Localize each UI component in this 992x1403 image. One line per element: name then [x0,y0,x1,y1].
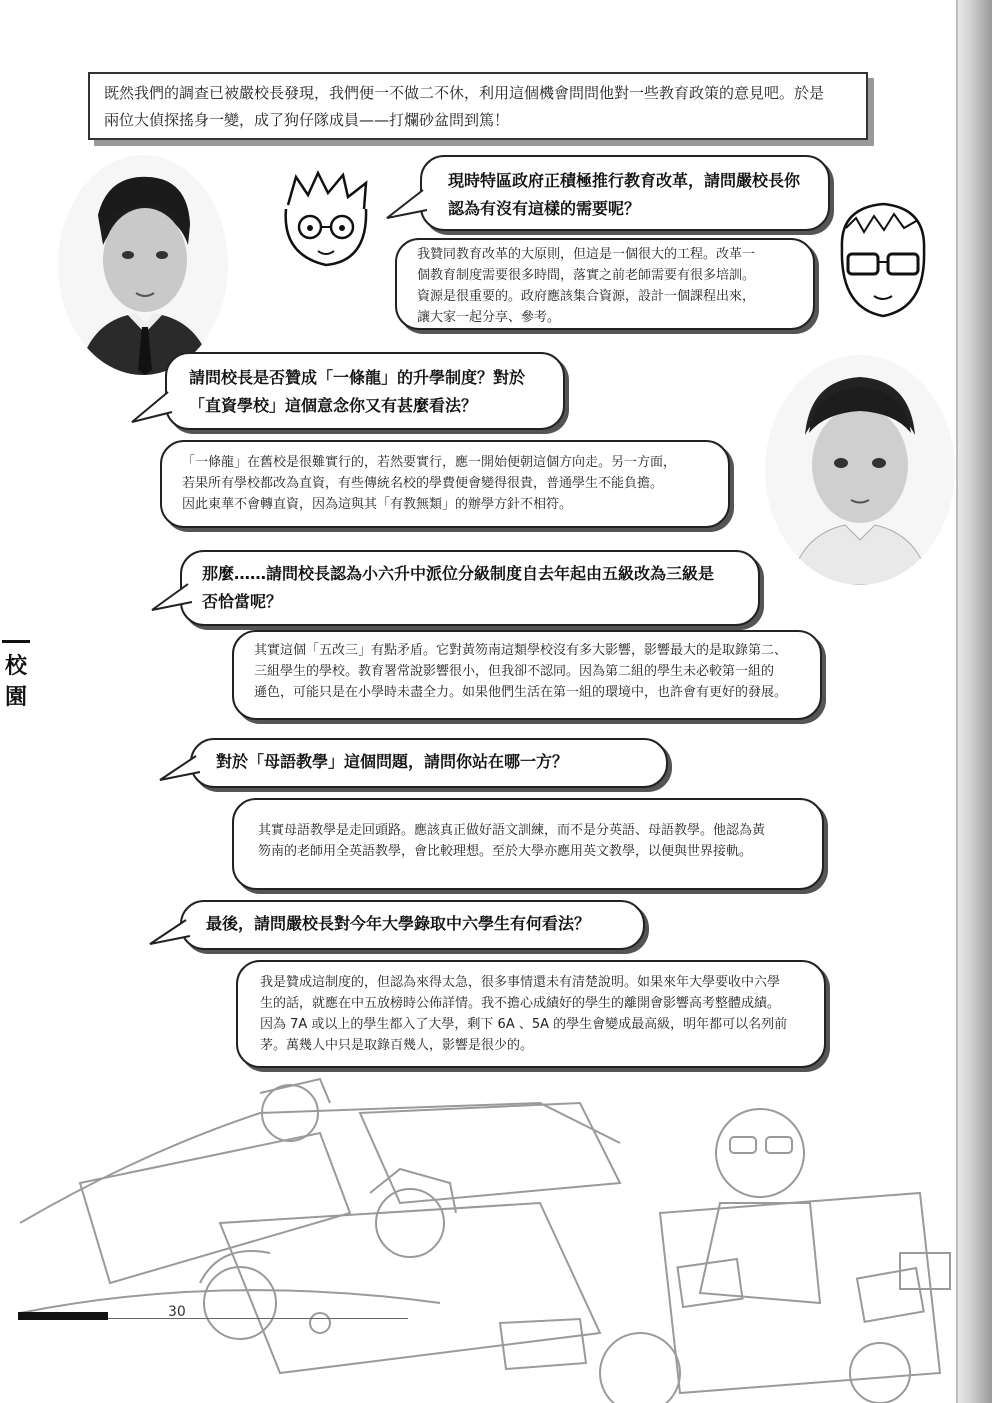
bubble-tail [385,188,435,228]
footer-rule [108,1318,408,1319]
page-number: 30 [168,1304,186,1320]
page-edge [958,0,992,1403]
answer-5-line-4: 茅。萬幾人中只是取錄百幾人，影響是很少的。 [260,1038,534,1053]
answer-5-line-3: 因為 7A 或以上的學生都入了大學，剩下 6A 、5A 的學生會變成最高級，明年都可以名列前 [260,1017,788,1032]
answer-3-line-3: 遜色，可能只是在小學時未盡全力。如果他們生活在第一組的環境中，也許會有更好的發展。 [254,685,788,700]
question-2-line-2: 「直資學校」這個意念你又有甚麼看法？ [189,396,478,415]
answer-2-line-1: 「一條龍」在舊校是很難實行的，若然要實行，應一開始便朝這個方向走。另一方面， [182,455,677,470]
question-3-line-1: 那麼……請問校長認為小六升中派位分級制度自去年起由五級改為三級是 [202,564,715,583]
question-bubble-4 [190,738,668,788]
question-5-line-1: 最後，請問嚴校長對今年大學錄取中六學生有何看法？ [206,914,591,933]
bubble-tail [146,916,196,956]
intro-line-2: 兩位大偵探搖身一變，成了狗仔隊成員——打爛砂盆問到篤！ [104,111,510,129]
answer-4-line-2: 笏南的老師用全英語教學，會比較理想。至於大學亦應用英文教學，以便與世界接軌。 [258,844,753,859]
student-photo-shirt [765,355,955,585]
question-2-line-1: 請問校長是否贊成「一條龍」的升學制度？對於 [189,368,526,387]
answer-bubble-5 [236,960,826,1068]
question-3-line-2: 否恰當呢？ [202,592,283,611]
footer-bar [18,1312,108,1320]
bubble-tail [128,388,178,428]
answer-1-line-4: 讓大家一起分享、參考。 [417,310,561,325]
question-bubble-3 [180,550,760,626]
answer-1-line-3: 資源是很重要的。政府應該集合資源，設計一個課程出來， [417,289,756,304]
bubble-tail [148,580,198,620]
answer-5-line-2: 生的話，就應在中五放榜時公佈詳情。我不擔心成績好的學生的離開會影響高考整體成績。 [260,996,781,1011]
section-side-label: 校園 [2,640,30,711]
answer-2-line-2: 若果所有學校都改為直資，有些傳統名校的學費便會變得很貴，普通學生不能負擔。 [182,476,664,491]
intro-box [88,72,868,140]
answer-bubble-1 [395,238,815,330]
answer-bubble-3 [232,630,822,720]
cartoon-detective-glasses-icon [268,165,388,275]
bubble-tail [156,752,206,792]
answer-1-line-2: 個教育制度需要很多時間，落實之前老師需要有很多培訓。 [417,268,756,283]
student-photo-suit [58,155,228,375]
answer-1-line-1: 我贊同教育改革的大原則，但這是一個很大的工程。改革一 [417,247,756,262]
question-bubble-1 [420,155,830,231]
question-bubble-5 [180,900,645,950]
answer-5-line-1: 我是贊成這制度的，但認為來得太急，很多事情還未有清楚說明。如果來年大學要收中六學 [260,975,781,990]
answer-bubble-2 [160,440,730,528]
question-4-line-1: 對於「母語教學」這個問題，請問你站在哪一方？ [216,752,569,771]
classroom-sketch-illustration [20,1073,960,1403]
question-bubble-2 [165,352,565,430]
cartoon-principal-icon [828,198,938,328]
answer-bubble-4 [232,798,824,890]
answer-3-line-2: 三組學生的學校。教育署常說影響很小，但我卻不認同。因為第二組的學生未必較第一組的 [254,664,775,679]
answer-2-line-3: 因此東華不會轉直資，因為這與其「有教無類」的辦學方針不相符。 [182,497,573,512]
question-1-line-2: 認為有沒有這樣的需要呢？ [448,199,641,218]
question-1-line-1: 現時特區政府正積極推行教育改革，請問嚴校長你 [448,171,801,190]
answer-3-line-1: 其實這個「五改三」有點矛盾。它對黃笏南這類學校沒有多大影響，影響最大的是取錄第二、 [254,643,788,658]
answer-4-line-1: 其實母語教學是走回頭路。應該真正做好語文訓練，而不是分英語、母語教學。他認為黃 [258,823,766,838]
intro-line-1: 既然我們的調查已被嚴校長發現，我們便一不做二不休，利用這個機會問問他對一些教育政策的意見吧。於是 [104,84,825,102]
